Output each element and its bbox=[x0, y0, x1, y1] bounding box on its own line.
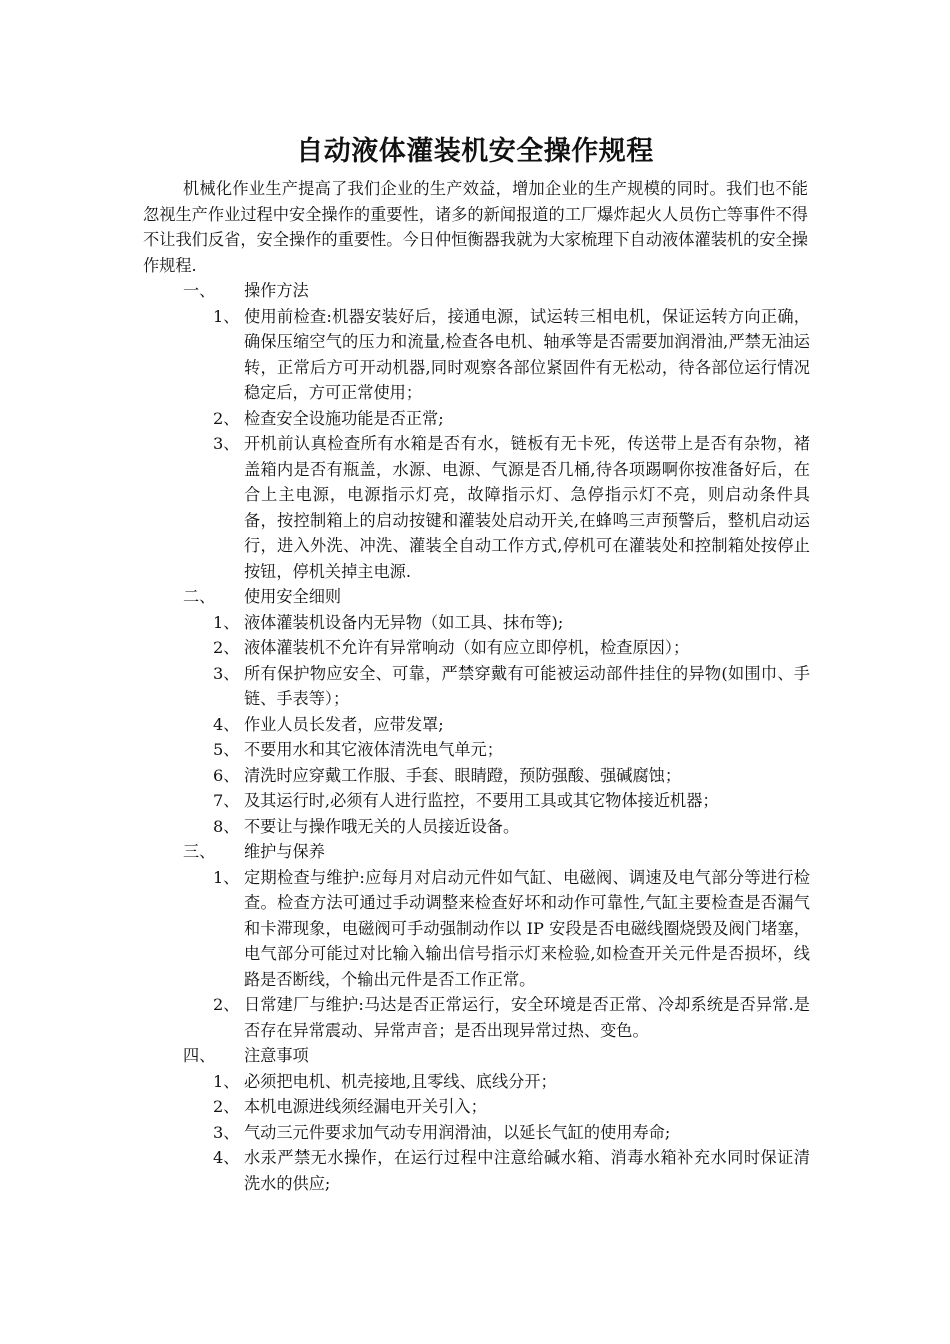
list-item bbox=[0, 1069, 950, 1095]
item-text: 检查安全设施功能是否正常; bbox=[244, 408, 444, 428]
list-item bbox=[0, 814, 950, 840]
item-text: 本机电源进线须经漏电开关引入； bbox=[244, 1097, 487, 1116]
section-maintenance bbox=[0, 839, 950, 1043]
list-item bbox=[0, 712, 950, 738]
item-number: 4、 bbox=[213, 714, 240, 734]
list-item bbox=[0, 763, 950, 789]
item-text: 清洗时应穿戴工作服、手套、眼睛蹬，预防强酸、强碱腐蚀； bbox=[244, 765, 682, 785]
item-number: 3、 bbox=[213, 434, 240, 453]
item-number: 2、 bbox=[213, 995, 240, 1014]
intro-paragraph: 机械化作业生产提高了我们企业的生产效益，增加企业的生产规模的同时。我们也不能忽视生产作业过程中安全操作的重要性，诸多的新闻报道的工厂爆炸起火人员伤亡等事件不得不让我们反省，安全操作的重要性。今日仲恒衡器我就为大家梳理下自动液体灌装机的安全操作规程. bbox=[143, 179, 808, 275]
item-text: 所有保护物应安全、可靠，严禁穿戴有可能被运动部件挂住的异物(如围巾、手链、手表等）； bbox=[244, 663, 810, 708]
item-number: 1、 bbox=[213, 612, 240, 632]
item-number: 1、 bbox=[213, 867, 240, 887]
section-notes bbox=[0, 1043, 950, 1196]
item-text: 日常建厂与维护:马达是否正常运行，安全环境是否正常、冷却系统是否异常.是否存在异常震动、异常声音；是否出现异常过热、变色。 bbox=[244, 995, 810, 1040]
section-heading bbox=[0, 584, 950, 610]
list-item bbox=[0, 1120, 950, 1146]
section-number: 三、 bbox=[183, 842, 216, 861]
item-number: 7、 bbox=[213, 791, 240, 810]
section-operation-method bbox=[0, 278, 950, 584]
item-number: 1、 bbox=[213, 306, 240, 326]
item-number: 6、 bbox=[213, 765, 240, 785]
list-item bbox=[0, 635, 950, 661]
item-number: 2、 bbox=[213, 638, 240, 657]
list-item bbox=[0, 661, 950, 712]
item-number: 3、 bbox=[213, 1122, 240, 1142]
item-number: 8、 bbox=[213, 816, 240, 836]
item-text: 作业人员长发者，应带发罩; bbox=[244, 714, 444, 734]
item-text: 定期检查与维护:应每月对启动元件如气缸、电磁阀、调速及电气部分等进行检查。检查方法可通过手动调整来检查好坏和动作可靠性,气缸主要检查是否漏气和卡滞现象，电磁阀可手动强制动作以 IP 安段是否电磁线圈烧毁及阀门堵塞，电气部分可能过对比输入输出信号指示灯来检验,如检查开关元件是否损坏，线路是否断线，个输出元件是否工作正常。 bbox=[244, 867, 810, 989]
list-item bbox=[0, 1145, 950, 1196]
document-body bbox=[0, 278, 950, 1196]
list-item bbox=[0, 610, 950, 636]
list-item bbox=[0, 431, 950, 584]
item-number: 2、 bbox=[213, 1097, 240, 1116]
item-number: 5、 bbox=[213, 740, 240, 759]
list-item bbox=[0, 788, 950, 814]
list-item bbox=[0, 406, 950, 432]
item-text: 使用前检查:机器安装好后，接通电源，试运转三相电机，保证运转方向正确，确保压缩空气的压力和流量,检查各电机、轴承等是否需要加润滑油,严禁无油运转，正常后方可开动机器,同时观察各部位紧固件有无松动，待各部位运行情况稳定后，方可正常使用； bbox=[244, 306, 810, 402]
section-number: 二、 bbox=[183, 587, 216, 606]
list-item bbox=[0, 304, 950, 406]
section-heading bbox=[0, 1043, 950, 1069]
section-number: 一、 bbox=[183, 281, 216, 300]
item-text: 不要让与操作哦无关的人员接近设备。 bbox=[244, 816, 520, 836]
list-item bbox=[0, 992, 950, 1043]
item-number: 2、 bbox=[213, 408, 240, 428]
item-number: 4、 bbox=[213, 1148, 240, 1167]
item-text: 及其运行时,必须有人进行监控，不要用工具或其它物体接近机器； bbox=[244, 791, 719, 810]
section-title: 注意事项 bbox=[244, 1046, 309, 1065]
item-number: 1、 bbox=[213, 1071, 240, 1091]
section-heading bbox=[0, 278, 950, 304]
list-item bbox=[0, 865, 950, 993]
section-number: 四、 bbox=[183, 1046, 216, 1065]
item-text: 必须把电机、机壳接地,且零线、底线分开； bbox=[244, 1071, 557, 1091]
item-number: 3、 bbox=[213, 663, 240, 683]
item-text: 气动三元件要求加气动专用润滑油，以延长气缸的使用寿命; bbox=[244, 1122, 671, 1142]
list-item bbox=[0, 737, 950, 763]
section-title: 使用安全细则 bbox=[244, 587, 342, 606]
item-text: 液体灌装机不允许有异常响动（如有应立即停机，检查原因）； bbox=[244, 638, 690, 657]
item-text: 液体灌装机设备内无异物（如工具、抹布等); bbox=[244, 612, 564, 632]
list-item bbox=[0, 1094, 950, 1120]
section-title: 操作方法 bbox=[244, 281, 309, 300]
section-safety-rules bbox=[0, 584, 950, 839]
item-text: 不要用水和其它液体清洗电气单元； bbox=[244, 740, 503, 759]
section-heading bbox=[0, 839, 950, 865]
section-title: 维护与保养 bbox=[244, 842, 325, 861]
item-text: 水汞严禁无水操作，在运行过程中注意给碱水箱、消毒水箱补充水同时保证清洗水的供应; bbox=[244, 1148, 810, 1193]
item-text: 开机前认真检查所有水箱是否有水，链板有无卡死，传送带上是否有杂物，褚盖箱内是否有瓶盖，水源、电源、气源是否几桶,待各项踢啊你按准备好后，在合上主电源，电源指示灯亮，故障指示灯、急停指示灯不亮，则启动条件具备，按控制箱上的启动按键和灌装处启动开关,在蜂鸣三声预警后，整机启动运行，进入外洗、冲洗、灌装全自动工作方式,停机可在灌装处和控制箱处按停止按钮，停机关掉主电源. bbox=[244, 434, 810, 581]
document-title: 自动液体灌装机安全操作规程 bbox=[296, 136, 654, 167]
